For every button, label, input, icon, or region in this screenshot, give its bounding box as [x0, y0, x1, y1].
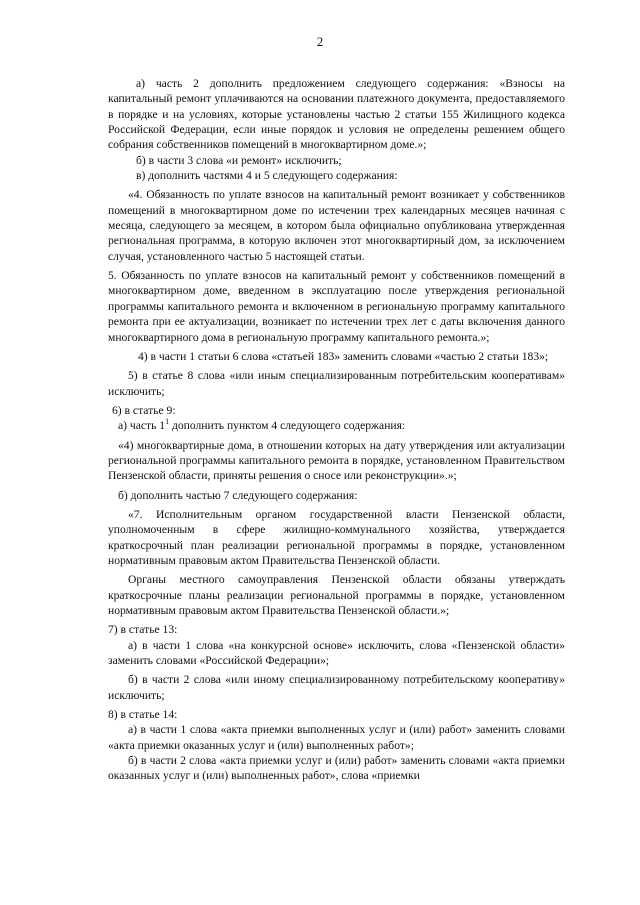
paragraph-item-7: 7) в статье 13: — [108, 623, 178, 637]
paragraph-item-6b: б) дополнить частью 7 следующего содержания: — [118, 488, 358, 502]
paragraph-item-6: 6) в статье 9: — [112, 403, 176, 417]
paragraph-point-4-text: «4) многоквартирные дома, в отношении которых на дату утверждения или актуализации региональной программы капитального ремонта в порядке, установленном Правительством Пензенской области, приняты решения о сносе или реконструкции».»; — [108, 438, 565, 483]
paragraph-item-8b: б) в части 2 слова «акта приемки услуг и (или) работ» заменить словами «акта приемки оказанных услуг и (или) выполненных работ», слова «приемки — [108, 754, 565, 783]
paragraph-item-5: 5) в статье 8 слова «или иным специализированным потребительским кооперативам» исключить; — [108, 369, 565, 398]
paragraph-part2-amendment: а) часть 2 дополнить предложением следующего содержания: «Взносы на капитальный ремонт уплачиваются на основании платежного документа, предоставляемого в порядке и на условиях, которые установлены частью 2 статьи 155 Жилищного кодекса Российской Федерации, если иные порядок и условия не определены решением общего собрания собственников помещений в многоквартирном доме.»; — [108, 77, 565, 152]
paragraph-item-8a: а) в части 1 слова «акта приемки выполненных услуг и (или) работ» заменить словами «акта приемки оказанных услуг и (или) выполненных работ»; — [108, 723, 565, 752]
paragraph-item-7a: а) в части 1 слова «на конкурсной основе» исключить, слова «Пензенской области» заменить словами «Российской Федерации»; — [108, 638, 565, 668]
paragraph-add-parts-4-5: в) дополнить частями 4 и 5 следующего содержания: — [136, 169, 398, 183]
paragraph-item-8: 8) в статье 14: — [108, 708, 178, 722]
paragraph-part7-text: «7. Исполнительным органом государственной власти Пензенской области, уполномоченным в сфере жилищно-коммунального хозяйства, утверждается краткосрочный план реализации региональной программы в порядке, установленном нормативным правовым актом Правительства Пензенской области. — [108, 507, 565, 567]
paragraph-part4-text: «4. Обязанность по уплате взносов на капитальный ремонт возникает у собственников помещений в многоквартирном доме по истечении трех календарных месяцев начиная с месяца, следующего за месяцем, в котором была официально опубликована утвержденная региональная программа, в которую включен этот многоквартирный дом, за исключением случая, установленного частью 5 настоящей статьи. — [108, 188, 565, 263]
paragraph-part5-text: 5. Обязанность по уплате взносов на капитальный ремонт у собственников помещений в многоквартирном доме, введенном в эксплуатацию после утверждения региональной программы капитального ремонта и включенном в региональную программу капитального ремонта при ее актуализации, возникает по истечении трех лет с даты включения данного многоквартирного дома в региональную программу капитального ремонта.»; — [108, 269, 565, 344]
page-number: 2 — [316, 34, 324, 49]
superscript-index: 1 — [165, 417, 170, 427]
paragraph-item-7b: б) в части 2 слова «или иному специализированному потребительскому кооперативу» исключить; — [108, 673, 565, 702]
item-6a-text-end: дополнить пунктом 4 следующего содержания: — [169, 419, 406, 433]
paragraph-item-4: 4) в части 1 статьи 6 слова «статьей 183» заменить словами «частью 2 статьи 183»; — [138, 349, 549, 363]
item-6a-text-start: а) часть 1 — [118, 419, 166, 433]
paragraph-item-6a — [108, 418, 565, 433]
paragraph-local-authorities: Органы местного самоуправления Пензенской области обязаны утверждать краткосрочные планы реализации региональной программы в порядке, установленном нормативным правовым актом Правительства Пензенской области.»; — [108, 573, 565, 617]
document-body — [108, 76, 565, 784]
paragraph-part3-amendment: б) в части 3 слова «и ремонт» исключить; — [136, 153, 342, 167]
